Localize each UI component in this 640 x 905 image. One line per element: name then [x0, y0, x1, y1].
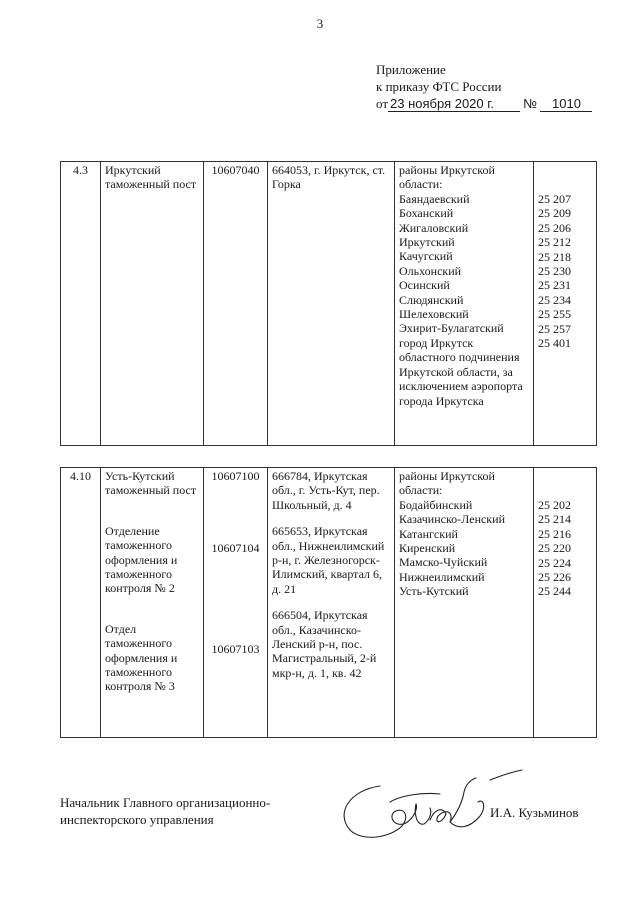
appendix-number: 1010 — [540, 96, 592, 112]
appendix-number-sign: № — [523, 96, 538, 111]
post-code: 10607040 — [204, 162, 268, 446]
customs-table-1 — [60, 161, 597, 446]
areas-header: районы Иркутской области: — [399, 163, 495, 192]
area-code: 25 212 — [538, 235, 571, 250]
row-number: 4.10 — [61, 468, 101, 738]
area-code: 25 244 — [538, 584, 571, 599]
area-item: Бодайбинский — [399, 497, 473, 512]
unit-addresses-cell — [268, 468, 395, 738]
area-code: 25 220 — [538, 541, 571, 556]
unit-address: 665653, Иркутская обл., Нижнеилимский р-н, г. Железногорск-Илимский, квартал 6, д. 21 — [272, 524, 385, 596]
area-item: Мамско-Чуйский — [399, 555, 488, 570]
area-item: Боханский — [399, 206, 454, 221]
signer-position-line2: инспекторского управления — [60, 812, 214, 827]
area-item: Усть-Кутский — [399, 584, 469, 599]
area-code: 25 231 — [538, 278, 571, 293]
table-row — [61, 162, 597, 446]
appendix-date-prefix: от — [376, 96, 389, 111]
area-item: Эхирит-Булагатский — [399, 321, 504, 336]
area-code: 25 214 — [538, 512, 571, 527]
unit-address: 666504, Иркутская обл., Казачинско-Ленский р-н, пос. Магистральный, 2-й мкр-н, д. 1, кв. 42 — [272, 608, 377, 680]
area-code: 25 230 — [538, 264, 571, 279]
area-item: Слюдянский — [399, 292, 464, 307]
table-row — [61, 468, 597, 738]
signer-position-line1: Начальник Главного организационно- — [60, 795, 271, 810]
area-code: 25 206 — [538, 220, 571, 235]
unit-name: Усть-Кутский таможенный пост — [105, 469, 197, 498]
post-address: 664053, г. Иркутск, ст. Горка — [268, 162, 395, 446]
area-code: 25 234 — [538, 292, 571, 307]
areas-header: районы Иркутской области: — [399, 469, 495, 498]
area-code: 25 255 — [538, 307, 571, 322]
unit-code: 10607103 — [211, 641, 260, 656]
area-code: 25 224 — [538, 555, 571, 570]
area-code: 25 202 — [538, 498, 571, 512]
area-item: Качугский — [399, 249, 453, 264]
unit-names-cell — [101, 468, 204, 738]
appendix-header — [376, 61, 592, 112]
appendix-title: Приложение — [376, 62, 446, 77]
area-item: город Иркутск областного подчинения Иркутской области, за исключением аэропорта города Иркутска — [399, 335, 523, 408]
signer-name: И.А. Кузьминов — [490, 805, 579, 820]
area-code: 25 218 — [538, 249, 571, 264]
area-item: Катангский — [399, 526, 458, 541]
appendix-order-ref: к приказу ФТС России — [376, 79, 502, 94]
area-code: 25 401 — [538, 336, 571, 351]
area-item: Шелеховский — [399, 307, 469, 322]
area-item: Баяндаевский — [399, 191, 470, 206]
post-name: Иркутский таможенный пост — [101, 162, 204, 446]
area-item: Киренский — [399, 541, 456, 556]
appendix-date: 23 ноября 2020 г. — [388, 96, 520, 112]
unit-name: Отделение таможенного оформления и таможенного контроля № 2 — [105, 523, 178, 596]
codes-cell — [534, 468, 597, 738]
areas-cell — [395, 162, 534, 446]
area-item: Осинский — [399, 278, 450, 293]
area-item: Ольхонский — [399, 263, 462, 278]
page-number: 3 — [316, 16, 324, 31]
area-code: 25 207 — [538, 192, 571, 206]
area-item: Нижнеилимский — [399, 569, 485, 584]
area-code: 25 209 — [538, 206, 571, 221]
areas-cell — [395, 468, 534, 738]
area-item: Иркутский — [399, 235, 455, 250]
unit-code: 10607104 — [211, 541, 260, 556]
row-number: 4.3 — [61, 162, 101, 446]
area-code: 25 216 — [538, 526, 571, 541]
signer-position — [60, 794, 270, 828]
area-item: Казачинско-Ленский — [399, 512, 505, 527]
area-code: 25 257 — [538, 321, 571, 336]
area-code: 25 226 — [538, 570, 571, 585]
unit-address: 666784, Иркутская обл., г. Усть-Кут, пер. Школьный, д. 4 — [272, 469, 380, 512]
codes-cell — [534, 162, 597, 446]
unit-codes-cell — [204, 468, 268, 738]
area-item: Жигаловский — [399, 220, 469, 235]
appendix-date-line — [376, 95, 592, 112]
unit-code: 10607100 — [211, 469, 260, 483]
unit-name: Отдел таможенного оформления и таможенного контроля № 3 — [105, 621, 178, 694]
customs-table-2 — [60, 467, 597, 738]
